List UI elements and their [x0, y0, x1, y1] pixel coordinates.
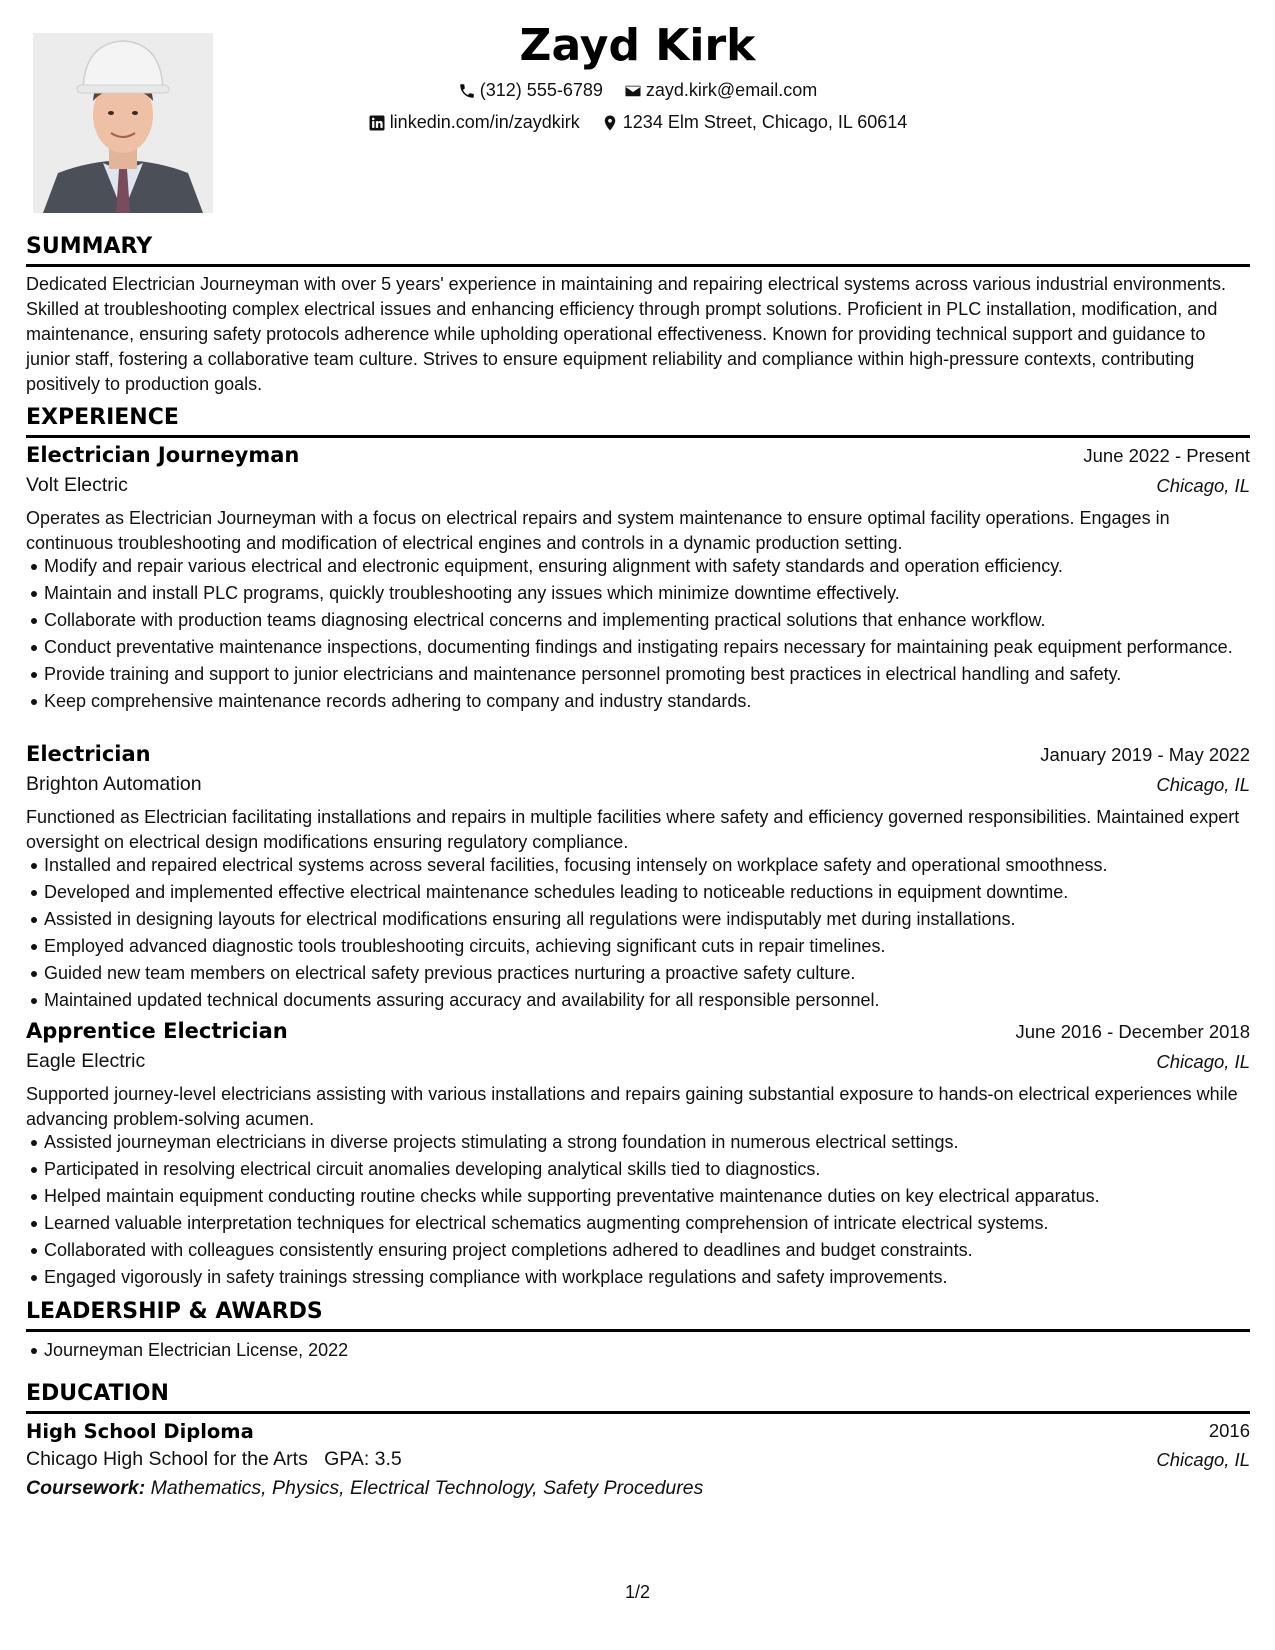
- leadership-heading: LEADERSHIP & AWARDS: [26, 1299, 323, 1324]
- map-pin-icon: [601, 114, 619, 132]
- degree-title: High School Diploma: [26, 1420, 254, 1443]
- summary-text: Dedicated Electrician Journeyman with over 5 years' experience in maintaining and repairing electrical systems across various industrial environments. Skilled at troubleshooting complex electrical issues and enhancing efficiency through prompt solutions. Proficient in PLC installation, modification, and maintenance, ensuring safety protocols adherence while upholding operational effectiveness. Known for providing technical support and guidance to junior staff, fostering a collaborative team culture. Strives to ensure equipment reliability and compliance within high-pressure contexts, contributing positively to production goals.: [26, 274, 1226, 394]
- job-description: Supported journey-level electricians assisting with various installations and repairs gaining substantial exposure to hands-on electrical experiences while advancing problem-solving acumen.: [26, 1084, 1238, 1129]
- list-item: Participated in resolving electrical circuit anomalies developing analytical skills tied to diagnostics.: [26, 1157, 1250, 1181]
- education-divider: [26, 1411, 1250, 1414]
- job-date: June 2022 - Present: [1083, 445, 1250, 466]
- summary-divider: [26, 264, 1250, 267]
- envelope-icon: [624, 82, 642, 100]
- list-item: Provide training and support to junior electricians and maintenance personnel promoting best practices in electrical handling and safety.: [26, 662, 1250, 686]
- job-date: June 2016 - December 2018: [1015, 1021, 1250, 1042]
- linkedin-text: linkedin.com/in/zaydkirk: [389, 112, 580, 132]
- job-location: Chicago, IL: [1156, 475, 1250, 496]
- job-company: Eagle Electric: [26, 1050, 146, 1072]
- phone-text: (312) 555-6789: [479, 80, 603, 100]
- job-title: Apprentice Electrician: [26, 1019, 288, 1043]
- linkedin-icon: [368, 114, 386, 132]
- experience-divider: [26, 435, 1250, 438]
- school-location: Chicago, IL: [1156, 1449, 1250, 1470]
- summary-heading: SUMMARY: [26, 234, 153, 259]
- list-item: Guided new team members on electrical safety previous practices nurturing a proactive safety culture.: [26, 961, 1250, 985]
- list-item: Modify and repair various electrical and electronic equipment, ensuring alignment with safety standards and operation efficiency.: [26, 554, 1250, 578]
- leadership-list: [26, 1338, 1250, 1365]
- graduation-year: 2016: [1208, 1420, 1250, 1441]
- list-item: Keep comprehensive maintenance records adhering to company and industry standards.: [26, 689, 1250, 713]
- list-item: Engaged vigorously in safety trainings stressing compliance with workplace regulations and safety improvements.: [26, 1265, 1250, 1289]
- list-item: Installed and repaired electrical systems across several facilities, focusing intensely on workplace safety and operational smoothness.: [26, 853, 1250, 877]
- list-item: Employed advanced diagnostic tools troubleshooting circuits, achieving significant cuts in repair timelines.: [26, 934, 1250, 958]
- job-title: Electrician: [26, 742, 151, 766]
- address-contact: [601, 112, 908, 133]
- school-name: Chicago High School for the Arts: [26, 1448, 308, 1470]
- job-bullets: [26, 853, 1250, 1015]
- list-item: Collaborate with production teams diagnosing electrical concerns and implementing practical solutions that enhance workflow.: [26, 608, 1250, 632]
- email-contact[interactable]: [624, 80, 817, 101]
- education-heading: EDUCATION: [26, 1381, 169, 1406]
- list-item: Learned valuable interpretation techniques for electrical schematics augmenting comprehension of intricate electrical systems.: [26, 1211, 1250, 1235]
- list-item: Collaborated with colleagues consistently ensuring project completions adhered to deadlines and budget constraints.: [26, 1238, 1250, 1262]
- email-text: zayd.kirk@email.com: [645, 80, 818, 100]
- job-description: Operates as Electrician Journeyman with a focus on electrical repairs and system maintenance to ensure optimal facility operations. Engages in continuous troubleshooting and modification of electrical engines and controls in a dynamic production setting.: [26, 508, 1170, 553]
- contact-row-1: [0, 80, 1275, 105]
- job-date: January 2019 - May 2022: [1040, 744, 1250, 765]
- list-item: Maintained updated technical documents assuring accuracy and availability for all responsible personnel.: [26, 988, 1250, 1012]
- list-item: Developed and implemented effective electrical maintenance schedules leading to noticeable reductions in equipment downtime.: [26, 880, 1250, 904]
- list-item: Journeyman Electrician License, 2022: [26, 1338, 1250, 1362]
- job-location: Chicago, IL: [1156, 1051, 1250, 1072]
- job-description: Functioned as Electrician facilitating installations and repairs in multiple facilities where safety and efficiency governed responsibilities. Maintained expert oversight on electrical design modifications ensuring regulatory compliance.: [26, 807, 1240, 852]
- candidate-name: Zayd Kirk: [519, 20, 756, 71]
- job-title: Electrician Journeyman: [26, 443, 300, 467]
- list-item: Maintain and install PLC programs, quickly troubleshooting any issues which minimize downtime effectively.: [26, 581, 1250, 605]
- phone-icon: [458, 82, 476, 100]
- list-item: Assisted in designing layouts for electrical modifications ensuring all regulations were indisputably met during installations.: [26, 907, 1250, 931]
- list-item: Conduct preventative maintenance inspections, documenting findings and instigating repairs necessary for maintaining peak equipment performance.: [26, 635, 1250, 659]
- page-number: 1/2: [624, 1582, 651, 1602]
- list-item: Assisted journeyman electricians in diverse projects stimulating a strong foundation in numerous electrical settings.: [26, 1130, 1250, 1154]
- address-text: 1234 Elm Street, Chicago, IL 60614: [622, 112, 908, 132]
- list-item: Helped maintain equipment conducting routine checks while supporting preventative maintenance duties on key electrical apparatus.: [26, 1184, 1250, 1208]
- job-bullets: [26, 554, 1250, 716]
- coursework-label: Coursework:: [26, 1477, 146, 1499]
- job-company: Volt Electric: [26, 474, 128, 496]
- job-bullets: [26, 1130, 1250, 1292]
- linkedin-contact[interactable]: [368, 112, 580, 133]
- school-line: [26, 1448, 402, 1471]
- phone-contact[interactable]: [458, 80, 603, 101]
- job-location: Chicago, IL: [1156, 774, 1250, 795]
- coursework-line: [26, 1477, 703, 1500]
- leadership-divider: [26, 1329, 1250, 1332]
- coursework-list: Mathematics, Physics, Electrical Technology, Safety Procedures: [150, 1477, 704, 1499]
- job-company: Brighton Automation: [26, 773, 202, 795]
- experience-heading: EXPERIENCE: [26, 405, 179, 430]
- contact-row-2: [0, 112, 1275, 137]
- gpa: GPA: 3.5: [324, 1448, 402, 1470]
